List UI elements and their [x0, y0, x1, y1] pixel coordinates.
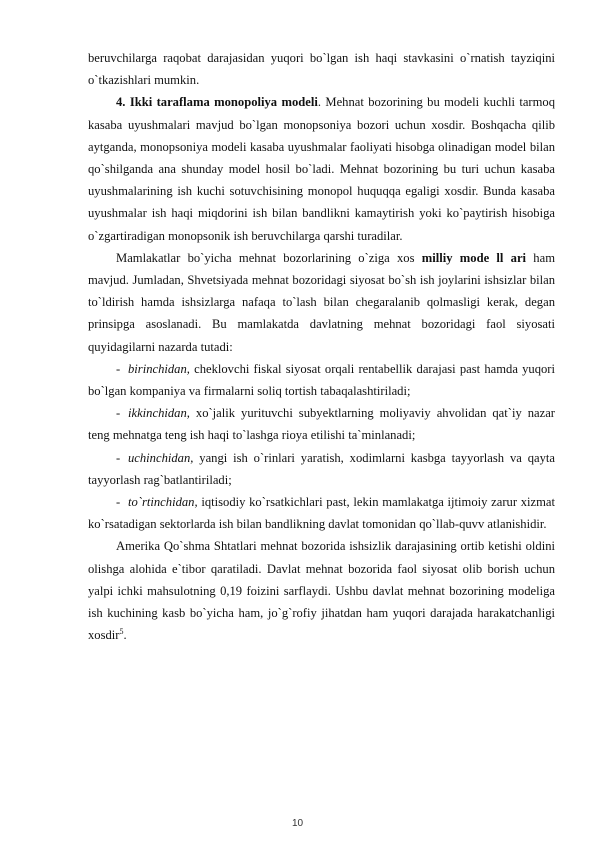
list-item-lead: ikkinchidan, — [128, 406, 190, 421]
section-heading: 4. Ikki taraflama monopoliya modeli — [116, 95, 318, 110]
list-dash: - — [116, 450, 121, 465]
list-dash: - — [116, 361, 121, 376]
list-dash: - — [116, 495, 121, 510]
page-body — [88, 47, 555, 646]
list-item — [88, 491, 555, 535]
paragraph-intro-continuation — [88, 47, 555, 91]
list-item-lead: to`rtinchidan, — [128, 495, 198, 510]
list-item-text: iqtisodiy ko`rsatkichlari past, lekin mamlakatga ijtimoiy zarur xizmat ko`rsatadigan sektorlarda ish bilan bandlikning davlat tomonidan qo`llab-quvv atlanishidir. — [88, 495, 555, 532]
paragraph-text: ham mavjud. Jumladan, Shvetsiyada mehnat bozoridagi siyosat bo`sh ish joylarini ishsizlar bilan to`ldirish hamda ishsizlarga nafaqa to`lash bilan chegaralanib qolmasligi kerak, degan prinsipga asoslanadi. Bu mamlakatda davlatning mehnat bozoridagi faol siyosati quyidagilarni nazarda tutadi: — [88, 250, 555, 354]
paragraph-text: beruvchilarga raqobat darajasidan yuqori bo`lgan ish haqi stavkasini o`rnatish tayziqini o`tkazishlari mumkin. — [88, 51, 555, 88]
list-item-text: xo`jalik yurituvchi subyektlarning moliyaviy ahvolidan qat`iy nazar teng mehnatga teng ish haqi to`lashga rioya etilishi ta`minlanadi; — [88, 406, 555, 443]
list-item-lead: birinchidan, — [128, 361, 190, 376]
list-item — [88, 447, 555, 491]
page-number: 10 — [291, 818, 304, 829]
paragraph-text: . — [123, 628, 127, 643]
paragraph-national-models — [88, 247, 555, 358]
list-item-text: yangi ish o`rinlari yaratish, xodimlarni kasbga tayyorlash va qayta tayyorlash rag`batlantiriladi; — [88, 450, 555, 487]
bold-term: milliy mode ll ari — [421, 250, 527, 265]
paragraph-text: . Mehnat bozorining bu modeli kuchli tarmoq kasaba uyushmalari mavjud bo`lgan monopsoniya bozori uchun xosdir. Boshqacha qilib aytganda, monopsoniya modeli kasaba uyushmalar faoliyati hisobga olinadigan model bilan qo`shilganda ana shunday model hosil bo`ladi. Mehnat bozorining bu turi uchun kasaba uyushmalarining ish kuchi sotuvchisining monopol huquqqa egaligi xosdir. Bunda kasaba uyushmalar ish haqi miqdorini ish bilan bandlikni kamaytirish yoki ko`paytirish hisobiga o`zgartiradigan monopsonik ish beruvchilarga qarshi turadilar. — [88, 95, 555, 243]
paragraph-bilateral-monopoly — [88, 91, 555, 246]
paragraph-usa-model — [88, 535, 555, 646]
list-dash: - — [116, 406, 121, 421]
list-item — [88, 402, 555, 446]
paragraph-text: Mamlakatlar bo`yicha mehnat bozorlarining o`ziga xos — [116, 250, 422, 265]
paragraph-text: Amerika Qo`shma Shtatlari mehnat bozorida ishsizlik darajasining ortib ketishi oldini olishga alohida e`tibor qaratiladi. Davlat mehnat bozorida faol siyosat olib borish uchun yalpi ichki mahsulotning 0,19 foizini sarflaydi. Ushbu davlat mehnat bozorining modeliga ish kuchining kasb bo`yicha ham, jo`g`rofiy jihatdan ham yuqori darajada harakatchanligi xosdir — [88, 539, 555, 643]
footnote-marker[interactable]: 5 — [119, 627, 124, 637]
list-item-text: cheklovchi fiskal siyosat orqali rentabellik darajasi past hamda yuqori bo`lgan kompaniya va firmalarni soliq tortish tabaqalashtiriladi; — [88, 361, 555, 399]
list-item — [88, 358, 555, 402]
list-item-lead: uchinchidan, — [128, 450, 194, 465]
